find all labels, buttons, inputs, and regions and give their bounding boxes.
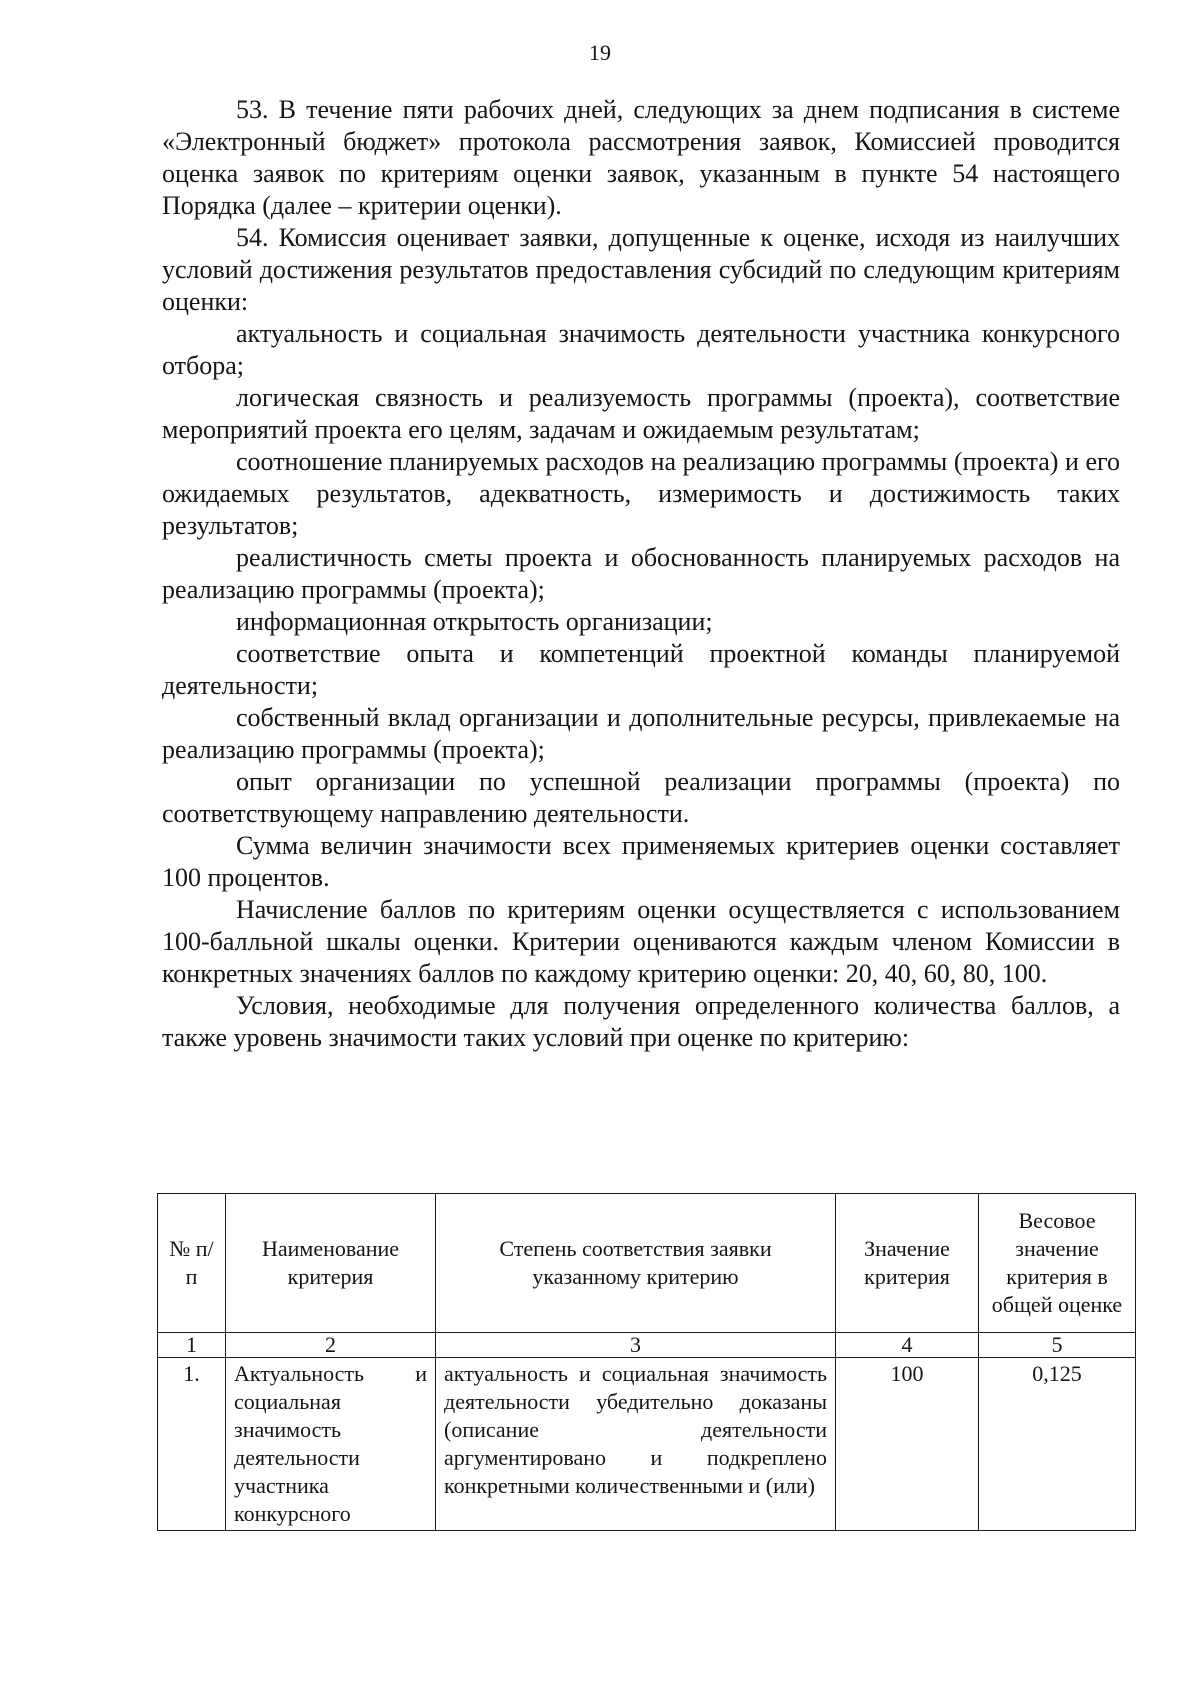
column-number: 4 [836, 1333, 979, 1358]
column-number: 2 [226, 1333, 436, 1358]
column-number: 3 [436, 1333, 836, 1358]
criterion-item: опыт организации по успешной реализации программы (проекта) по соответствующему направлению деятельности. [162, 767, 1120, 828]
criteria-table [157, 1193, 1136, 1531]
criterion-item: актуальность и социальная значимость деятельности участника конкурсного отбора; [162, 319, 1120, 380]
header-compliance-degree: Степень соответствия заявки указанному критерию [436, 1194, 836, 1333]
row-compliance-degree: актуальность и социальная значимость деятельности убедительно доказаны (описание деятельности аргументировано и подкреплено конкретными количественными и (или) [436, 1358, 836, 1531]
row-weight: 0,125 [979, 1358, 1136, 1531]
paragraph-conditions: Условия, необходимые для получения определенного количества баллов, а также уровень значимости таких условий при оценке по критерию: [162, 991, 1120, 1052]
criterion-item: соответствие опыта и компетенций проектной команды планируемой деятельности; [162, 639, 1120, 700]
document-body [162, 94, 1120, 1054]
criterion-item: реалистичность сметы проекта и обоснованность планируемых расходов на реализацию программы (проекта); [162, 543, 1120, 604]
header-criterion-value: Значение критерия [836, 1194, 979, 1333]
row-criterion-name: Актуальность и социальная значимость деятельности участника конкурсного [226, 1358, 436, 1531]
header-weight: Весовое значение критерия в общей оценке [979, 1194, 1136, 1333]
page-number: 19 [589, 40, 611, 65]
paragraph-53: 53. В течение пяти рабочих дней, следующих за днем подписания в системе «Электронный бюджет» протокола рассмотрения заявок, Комиссией проводится оценка заявок по критериям оценки заявок, указанным в пункте 54 настоящего Порядка (далее – критерии оценки). [162, 95, 1120, 220]
criterion-item: информационная открытость организации; [236, 607, 713, 636]
header-number: № п/п [158, 1194, 226, 1333]
criterion-item: собственный вклад организации и дополнительные ресурсы, привлекаемые на реализацию программы (проекта); [162, 703, 1120, 764]
paragraph-sum: Сумма величин значимости всех применяемых критериев оценки составляет 100 процентов. [162, 831, 1120, 892]
table-row [158, 1358, 1136, 1531]
header-criterion-name: Наименование критерия [226, 1194, 436, 1333]
criterion-item: соотношение планируемых расходов на реализацию программы (проекта) и его ожидаемых результатов, адекватность, измеримость и достижимость таких результатов; [162, 447, 1120, 540]
column-number-row [158, 1333, 1136, 1358]
column-number: 1 [158, 1333, 226, 1358]
column-number: 5 [979, 1333, 1136, 1358]
table-header-row [158, 1194, 1136, 1333]
paragraph-scoring: Начисление баллов по критериям оценки осуществляется с использованием 100-балльной шкалы оценки. Критерии оцениваются каждым членом Комиссии в конкретных значениях баллов по каждому критерию оценки: 20, 40, 60, 80, 100. [162, 895, 1120, 988]
row-criterion-value: 100 [836, 1358, 979, 1531]
criterion-item: логическая связность и реализуемость программы (проекта), соответствие мероприятий проекта его целям, задачам и ожидаемым результатам; [162, 383, 1120, 444]
row-number: 1. [158, 1358, 226, 1531]
paragraph-54: 54. Комиссия оценивает заявки, допущенные к оценке, исходя из наилучших условий достижения результатов предоставления субсидий по следующим критериям оценки: [162, 223, 1120, 316]
